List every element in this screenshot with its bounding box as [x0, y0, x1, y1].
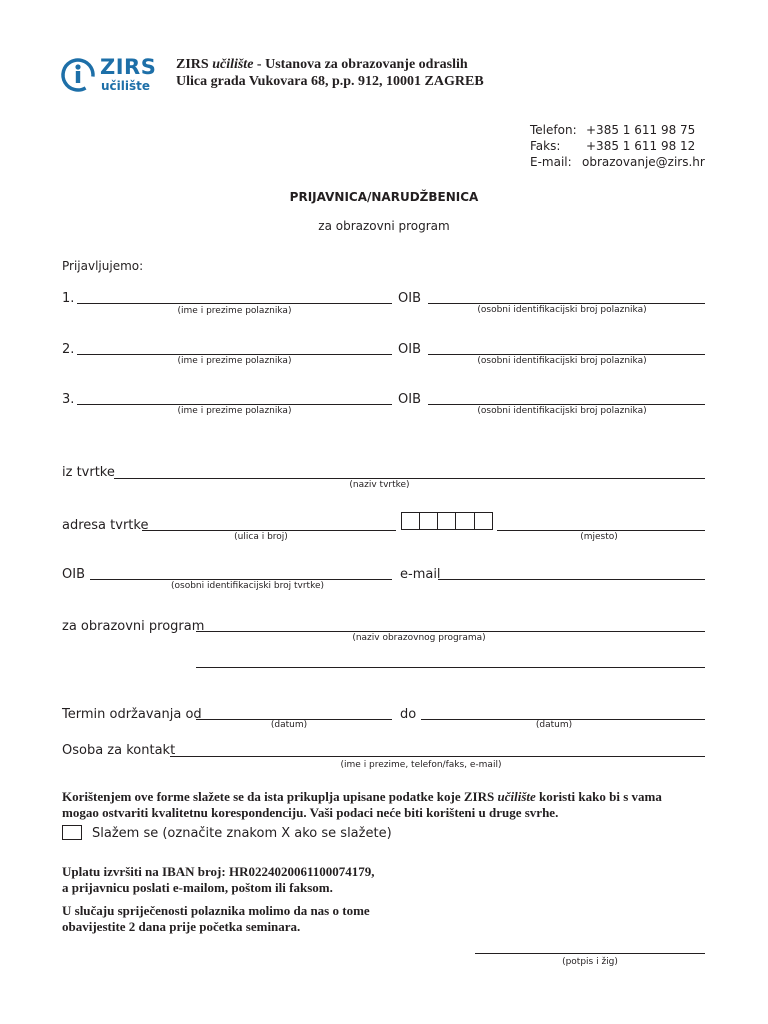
- signature-caption: (potpis i žig): [562, 957, 618, 967]
- participant-2-oib-field[interactable]: [428, 354, 705, 355]
- participant-2-number: 2.: [62, 342, 75, 357]
- logo-text: ZIRS: [100, 55, 157, 79]
- company-email-label: e-mail: [400, 567, 441, 582]
- postal-code-boxes[interactable]: [401, 512, 493, 530]
- company-name-caption: (naziv tvrtke): [349, 480, 410, 490]
- consent-text: [62, 789, 662, 821]
- participant-1-number: 1.: [62, 291, 75, 306]
- email-label: E-mail:: [530, 155, 572, 169]
- company-address-label: adresa tvrtke: [62, 518, 149, 533]
- term-to-label: do: [400, 707, 417, 722]
- participant-1-oib-label: OIB: [398, 291, 421, 306]
- program-label: za obrazovni program: [62, 619, 205, 634]
- phone-label: Telefon:: [530, 123, 577, 137]
- company-place-caption: (mjesto): [580, 532, 618, 542]
- consent-text-part2: koristi kako bi s vama: [535, 789, 662, 804]
- payment-info: [62, 864, 375, 896]
- program-name-caption: (naziv obrazovnog programa): [352, 633, 486, 643]
- phone-value: +385 1 611 98 75: [586, 123, 696, 137]
- signature-field[interactable]: [475, 953, 705, 954]
- info-icon: [60, 57, 96, 93]
- org-name-italic: učilište: [212, 57, 254, 72]
- consent-text-line2: mogao ostvariti kvalitetnu korespondenciju. Vaši podaci neće biti korišteni u druge svrhe.: [62, 805, 559, 820]
- participant-1-name-caption: (ime i prezime polaznika): [177, 306, 292, 316]
- consent-text-italic: učilište: [497, 789, 536, 804]
- term-from-caption: (datum): [270, 720, 308, 730]
- participant-1-oib-field[interactable]: [428, 303, 705, 304]
- form-title: PRIJAVNICA/NARUDŽBENICA: [289, 190, 479, 204]
- participant-2-oib-caption: (osobni identifikacijski broj polaznika): [477, 356, 647, 366]
- program-name-field-line-2[interactable]: [196, 667, 705, 668]
- company-oib-label: OIB: [62, 567, 85, 582]
- payment-line-1: Uplatu izvršiti na IBAN broj: HR0224020061100074179,: [62, 864, 375, 879]
- email-value[interactable]: obrazovanje@zirs.hr: [582, 155, 705, 169]
- company-email-field[interactable]: [438, 579, 705, 580]
- company-street-field[interactable]: [142, 530, 396, 531]
- consent-checkbox-label: Slažem se (označite znakom X ako se slažete): [92, 826, 392, 841]
- contact-label: Osoba za kontakt: [62, 743, 176, 758]
- intro-label: Prijavljujemo:: [62, 259, 144, 273]
- org-name: [176, 57, 468, 73]
- form-subtitle: za obrazovni program: [318, 219, 450, 233]
- org-address: Ulica grada Vukovara 68, p.p. 912, 10001 ZAGREB: [176, 74, 484, 89]
- notice-line-1: U slučaju spriječenosti polaznika molimo da nas o tome: [62, 903, 370, 918]
- fax-value: +385 1 611 98 12: [586, 139, 696, 153]
- notice-line-2: obavijestite 2 dana prije početka seminara.: [62, 919, 301, 934]
- participant-3-oib-caption: (osobni identifikacijski broj polaznika): [477, 406, 647, 416]
- consent-text-part1: Korištenjem ove forme slažete se da ista prikuplja upisane podatke koje ZIRS: [62, 789, 498, 804]
- participant-1-name-field[interactable]: [77, 303, 392, 304]
- program-name-field[interactable]: [196, 631, 705, 632]
- company-name-field[interactable]: [114, 478, 705, 479]
- participant-3-oib-field[interactable]: [428, 404, 705, 405]
- org-name-rest: - Ustanova za obrazovanje odraslih: [253, 57, 468, 72]
- company-oib-field[interactable]: [90, 579, 392, 580]
- org-name-bold: ZIRS: [176, 57, 209, 72]
- participant-2-name-field[interactable]: [77, 354, 392, 355]
- company-label: iz tvrtke: [62, 465, 115, 480]
- logo-subtext: učilište: [101, 79, 151, 93]
- contact-block: [530, 122, 705, 170]
- participant-3-oib-label: OIB: [398, 392, 421, 407]
- participant-1-oib-caption: (osobni identifikacijski broj polaznika): [477, 305, 647, 315]
- contact-caption: (ime i prezime, telefon/faks, e-mail): [340, 760, 502, 770]
- participant-3-number: 3.: [62, 392, 75, 407]
- participant-3-name-caption: (ime i prezime polaznika): [177, 406, 292, 416]
- notice-info: [62, 903, 370, 935]
- term-to-caption: (datum): [535, 720, 573, 730]
- payment-line-2: a prijavnicu poslati e-mailom, poštom ili faksom.: [62, 880, 333, 895]
- logo: [60, 55, 160, 95]
- participant-2-oib-label: OIB: [398, 342, 421, 357]
- company-street-caption: (ulica i broj): [234, 532, 288, 542]
- company-oib-caption: (osobni identifikacijski broj tvrtke): [170, 581, 325, 591]
- participant-3-name-field[interactable]: [77, 404, 392, 405]
- participant-2-name-caption: (ime i prezime polaznika): [177, 356, 292, 366]
- consent-checkbox[interactable]: [62, 825, 82, 840]
- company-place-field[interactable]: [497, 530, 705, 531]
- contact-field[interactable]: [170, 756, 705, 757]
- fax-label: Faks:: [530, 139, 561, 153]
- term-from-label: Termin održavanja od: [62, 707, 202, 722]
